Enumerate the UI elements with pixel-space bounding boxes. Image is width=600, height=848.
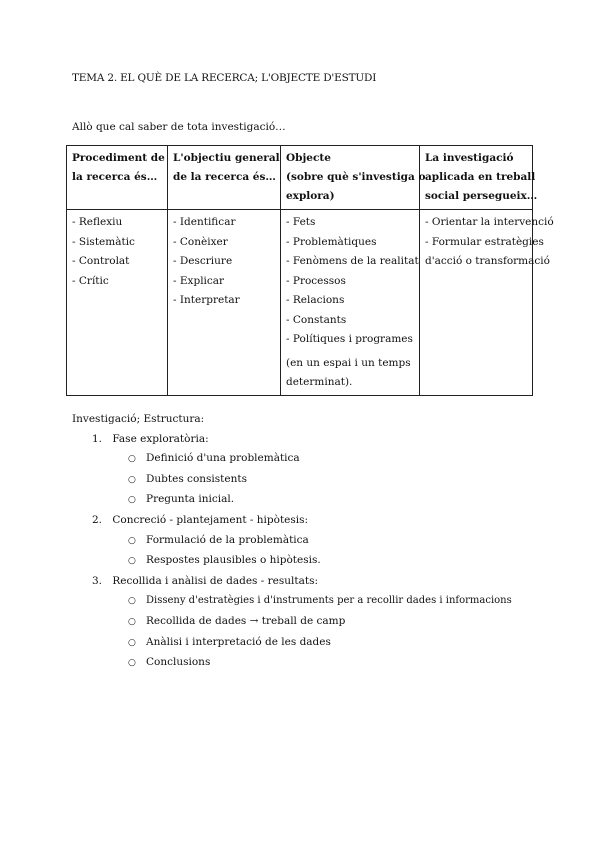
- list-item: - Crític: [72, 274, 109, 287]
- circle-bullet-icon: ○: [128, 658, 136, 669]
- list-item: - Fenòmens de la realitat: [286, 255, 419, 267]
- sub-list-item: [128, 612, 552, 633]
- sub-list-item: [128, 551, 552, 572]
- cell-procedure: [67, 210, 168, 396]
- numbered-item: [92, 430, 552, 450]
- list-item: - Conèixer: [173, 235, 228, 248]
- sub-item-text: Definició d'una problemàtica: [146, 452, 300, 465]
- sub-item-text: Conclusions: [146, 656, 211, 669]
- list-item: - Relacions: [286, 294, 345, 306]
- cell-applied-research: [420, 210, 554, 396]
- list-item: - Controlat: [72, 255, 130, 267]
- step-number: 1.: [92, 432, 103, 445]
- sub-item-text: Pregunta inicial.: [146, 493, 235, 506]
- circle-bullet-icon: ○: [128, 495, 136, 506]
- header-line: social persegueix…: [425, 190, 538, 202]
- circle-bullet-icon: ○: [128, 556, 136, 567]
- step-label: Fase exploratòria:: [112, 432, 209, 445]
- note-line: determinat).: [286, 375, 353, 388]
- list-item: - Orientar la intervenció: [425, 216, 554, 228]
- header-line: la recerca és…: [72, 171, 158, 183]
- header-line: Procediment de: [72, 152, 165, 164]
- sub-list-item: [128, 449, 552, 470]
- step-number: 2.: [92, 513, 103, 526]
- intro-text: Allò que cal saber de tota investigació…: [72, 121, 286, 133]
- header-line: La investigació: [425, 152, 514, 164]
- page-title: TEMA 2. EL QUÈ DE LA RECERCA; L'OBJECTE D'ESTUDI: [72, 72, 377, 84]
- header-line: explora): [286, 190, 335, 202]
- object-note: [286, 354, 414, 392]
- header-applied-research: [420, 146, 538, 210]
- sub-list-item: [128, 653, 552, 674]
- header-line: aplicada en treball: [425, 171, 536, 183]
- structure-section: [72, 410, 552, 674]
- sub-list-item: [128, 490, 552, 511]
- circle-bullet-icon: ○: [128, 474, 136, 485]
- list-item: - Explicar: [173, 274, 225, 287]
- list-item: - Identificar: [173, 216, 236, 228]
- sub-item-text: Dubtes consistents: [146, 472, 247, 485]
- header-line: L'objectiu general: [173, 152, 280, 164]
- circle-bullet-icon: ○: [128, 616, 136, 627]
- list-item: - Constants: [286, 313, 347, 326]
- header-line: (sobre què s'investiga o: [286, 171, 426, 183]
- sub-item-text: Recollida de dades → treball de camp: [146, 614, 346, 627]
- sub-list-item: [128, 591, 552, 612]
- list-item: - Formular estratègies: [425, 235, 544, 248]
- sub-item-text: Formulació de la problemàtica: [146, 533, 309, 546]
- list-item: - Problemàtiques: [286, 235, 377, 248]
- list-item: - Processos: [286, 274, 346, 287]
- numbered-item: [92, 572, 552, 592]
- sub-list-item: [128, 633, 552, 654]
- header-procedure: [67, 146, 168, 210]
- list-item: d'acció o transformació: [425, 255, 550, 267]
- numbered-item: [92, 511, 552, 531]
- summary-table: [66, 145, 554, 396]
- cell-object: [281, 210, 420, 396]
- sub-item-text: Anàlisi i interpretació de les dades: [146, 635, 331, 648]
- step-label: Recollida i anàlisi de dades - resultats:: [112, 574, 319, 587]
- header-object: [281, 146, 426, 210]
- sub-item-text: Disseny d'estratègies i d'instruments per a recollir dades i informacions: [146, 595, 512, 607]
- list-item: - Polítiques i programes: [286, 333, 413, 345]
- sub-item-text: Respostes plausibles o hipòtesis.: [146, 554, 321, 567]
- cell-objective: [168, 210, 281, 396]
- sub-list-item: [128, 531, 552, 552]
- list-item: - Descriure: [173, 255, 233, 267]
- circle-bullet-icon: ○: [128, 454, 136, 465]
- list-item: - Interpretar: [173, 294, 240, 306]
- header-line: Objecte: [286, 152, 331, 164]
- circle-bullet-icon: ○: [128, 637, 136, 648]
- list-item: - Sistemàtic: [72, 235, 135, 248]
- circle-bullet-icon: ○: [128, 535, 136, 546]
- header-line: de la recerca és…: [173, 171, 276, 183]
- table-header-row: [67, 146, 533, 210]
- step-label: Concreció - plantejament - hipòtesis:: [112, 513, 309, 526]
- structure-heading: Investigació; Estructura:: [72, 413, 205, 425]
- header-objective: [168, 146, 281, 210]
- step-number: 3.: [92, 574, 103, 587]
- list-item: - Reflexiu: [72, 216, 123, 228]
- circle-bullet-icon: ○: [128, 596, 136, 607]
- note-line: (en un espai i un temps: [286, 356, 411, 369]
- table-row: [67, 210, 533, 396]
- sub-list-item: [128, 470, 552, 491]
- list-item: - Fets: [286, 216, 316, 228]
